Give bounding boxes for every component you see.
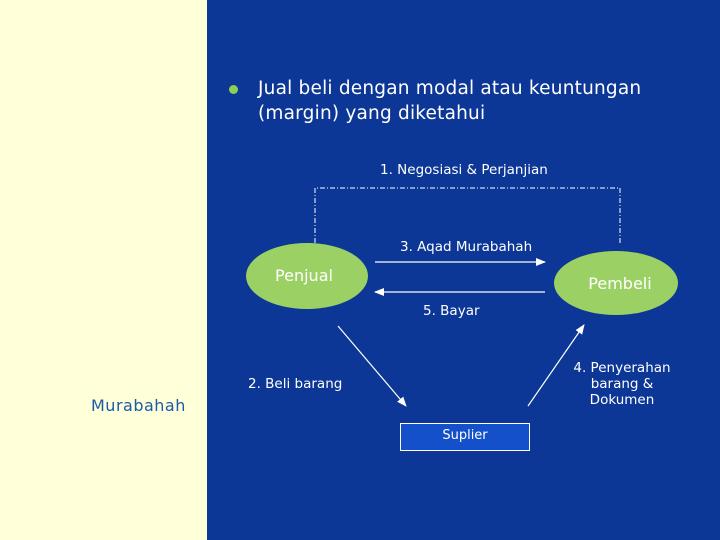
negotiation-bracket	[315, 188, 620, 243]
penjual-label: Penjual	[275, 266, 333, 285]
step-4-label	[560, 360, 684, 408]
pembeli-label: Pembeli	[588, 274, 652, 293]
purchase-arrow	[338, 326, 406, 406]
step-5-label: 5. Bayar	[423, 303, 480, 319]
side-title: Murabahah	[91, 396, 186, 415]
heading-line-2: (margin) yang diketahui	[258, 103, 486, 124]
step-4-line-2: barang &	[590, 376, 654, 392]
step-4-line-1: 4. Penyerahan	[573, 360, 671, 376]
step-1-label: 1. Negosiasi & Perjanjian	[380, 162, 548, 178]
step-3-label: 3. Aqad Murabahah	[400, 239, 533, 255]
step-4-line-3: Dokumen	[589, 392, 655, 408]
step-2-label: 2. Beli barang	[248, 376, 343, 392]
suplier-label: Suplier	[442, 428, 488, 443]
heading-line-1: Jual beli dengan modal atau keuntungan	[258, 78, 642, 99]
